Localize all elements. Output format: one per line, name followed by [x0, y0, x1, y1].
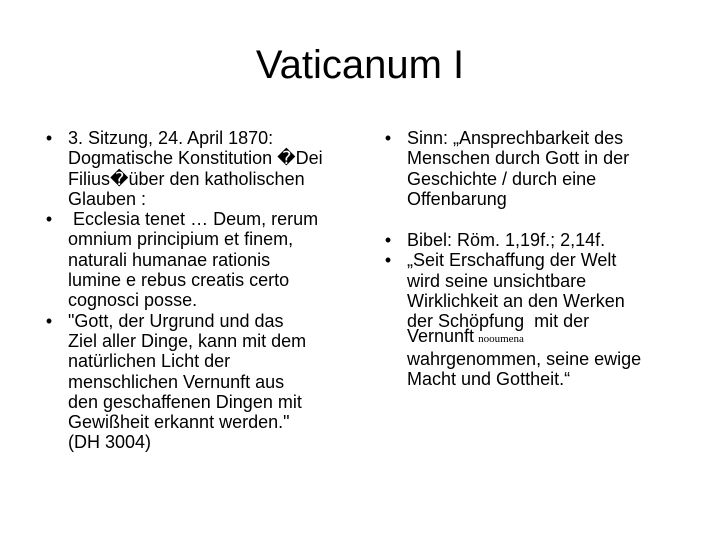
bullet-text-line: menschlichen Vernunft aus — [68, 371, 285, 392]
bullet-text-line: Menschen durch Gott in der — [407, 148, 630, 169]
bullet-text-line: der Schöpfung mit der — [407, 311, 590, 332]
bullet-text-line: lumine e rebus creatis certo — [68, 270, 290, 291]
bullet-icon: • — [384, 128, 392, 148]
bullet-text-line: "Gott, der Urgrund und das — [68, 310, 284, 331]
bullet-text-line: omnium principium et finem, — [68, 229, 294, 250]
bullet-text-line: Wirklichkeit an den Werken — [407, 291, 625, 312]
bullet-text-line: Gewißheit erkannt werden." — [68, 412, 290, 433]
bullet-sitzung — [42, 128, 342, 209]
bullet-text-line: Filius�über den katholischen — [68, 168, 305, 189]
bullet-text-line: Ziel aller Dinge, kann mit dem — [68, 330, 307, 351]
bullet-text-line: cognosci posse. — [68, 290, 198, 311]
bullet-icon: • — [384, 230, 392, 251]
slide-title: Vaticanum I — [255, 43, 465, 87]
bullet-icon: • — [45, 310, 53, 331]
bullet-text-line: Geschichte / durch eine — [407, 168, 597, 189]
bullet-text-line: Bibel: Röm. 1,19f.; 2,14f. — [407, 230, 606, 251]
bullet-text-line: „Seit Erschaffung der Welt — [407, 250, 617, 271]
bullet-text-line: Offenbarung — [407, 188, 507, 209]
bullet-text-line: Sinn: „Ansprechbarkeit des — [407, 128, 624, 148]
bullet-text-line: Dogmatische Konstitution �Dei — [68, 148, 323, 169]
greek-annotation: nooumena — [478, 332, 524, 345]
bullet-text-line: Glauben : — [68, 188, 147, 209]
right-bullet-list — [381, 128, 681, 390]
bullet-roemer-quote — [381, 250, 681, 389]
bullet-text-line: wahrgenommen, seine ewige — [407, 348, 642, 369]
bullet-text-line: Ecclesia tenet … Deum, rerum — [68, 209, 319, 230]
bullet-gott-quote — [42, 311, 342, 453]
bullet-text-line: 3. Sitzung, 24. April 1870: — [68, 128, 274, 148]
bullet-bibel — [381, 230, 681, 250]
bullet-text-line: wird seine unsichtbare — [407, 270, 587, 291]
right-column — [381, 128, 681, 390]
left-bullet-list — [42, 128, 342, 453]
bullet-text-line: (DH 3004) — [68, 432, 152, 453]
bullet-text-line: natürlichen Licht der — [68, 351, 231, 372]
bullet-sinn — [381, 128, 681, 209]
left-column — [42, 128, 342, 453]
bullet-icon: • — [45, 209, 53, 230]
bullet-text-line: den geschaffenen Dingen mit — [68, 391, 302, 412]
bullet-text-line: Macht und Gottheit.“ — [407, 369, 571, 390]
bullet-icon: • — [45, 128, 53, 148]
vernunft-word: Vernunft — [407, 325, 475, 346]
bullet-text-line: naturali humanae rationis — [68, 249, 271, 270]
bullet-ecclesia — [42, 209, 342, 310]
bullet-icon: • — [384, 250, 392, 271]
